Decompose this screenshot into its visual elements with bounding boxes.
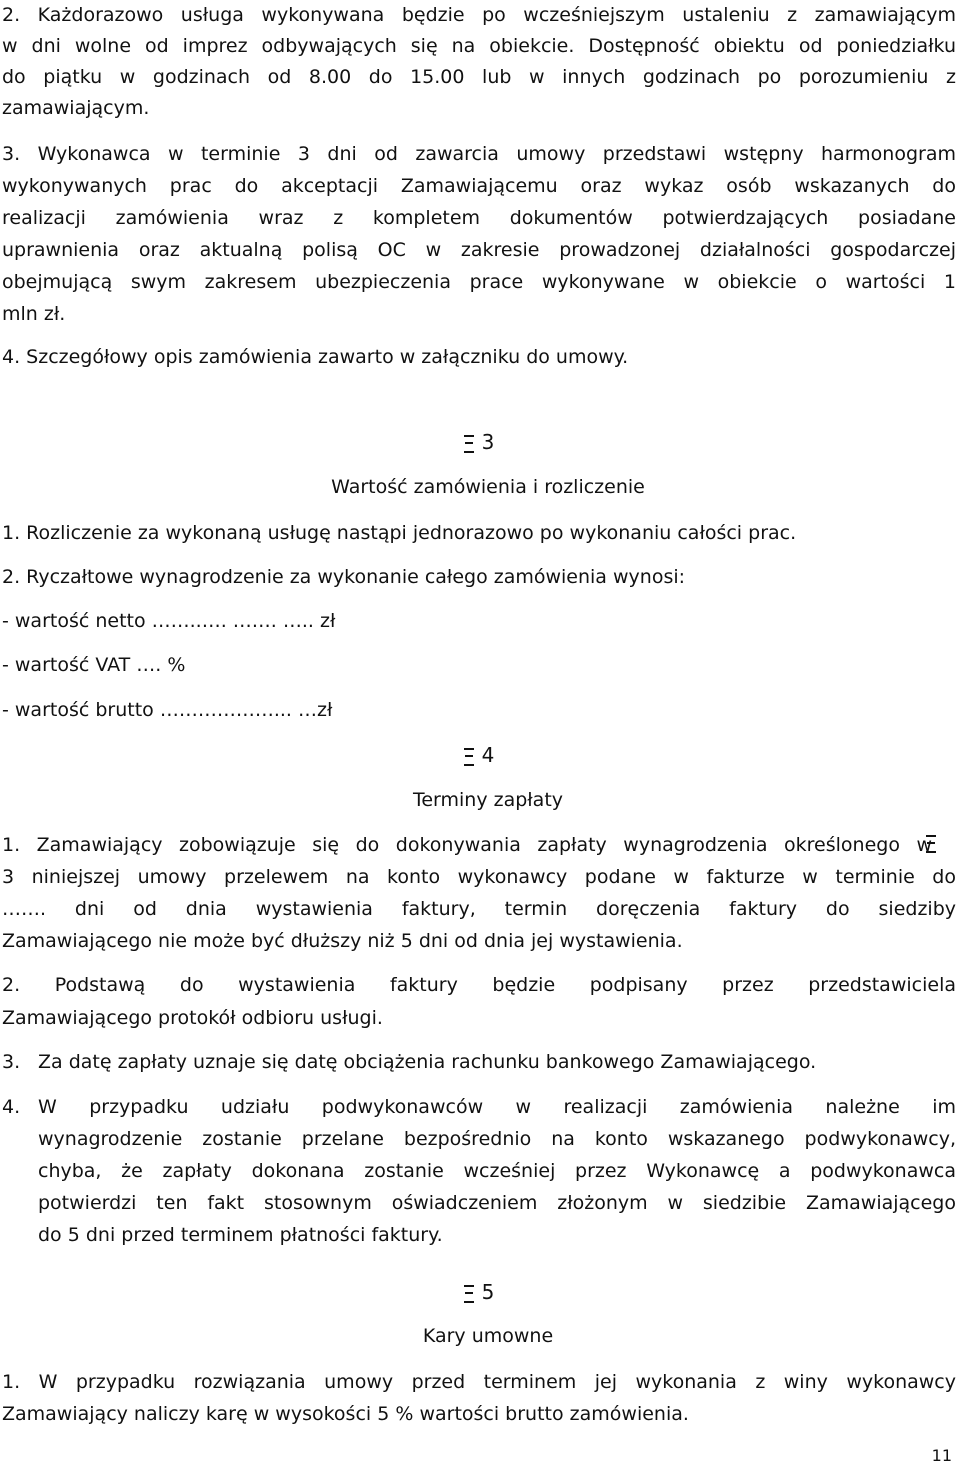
paragraph-line: 2. Podstawą do wystawienia faktury będzie podpisany przez przedstawiciela xyxy=(2,974,956,996)
paragraph-line: 1. Zamawiający zobowiązuje się do dokonywania zapłaty wynagrodzenia określonego w xyxy=(2,834,932,856)
paragraph-line: Zamawiający naliczy karę w wysokości 5 % wartości brutto zamówienia. xyxy=(2,1403,689,1425)
paragraph-line: 2. Każdorazowo usługa wykonywana będzie po wcześniejszym ustaleniu z zamawiającym xyxy=(2,4,956,26)
paragraph-line: potwierdzi ten fakt stosownym oświadczeniem złożonym w siedzibie Zamawiającego xyxy=(38,1192,956,1214)
list-number: 3. xyxy=(2,1051,21,1073)
paragraph-line: 3. Wykonawca w terminie 3 dni od zawarcia umowy przedstawi wstępny harmonogram xyxy=(2,143,956,165)
paragraph-line: realizacji zamówienia wraz z kompletem dokumentów potwierdzających posiadane xyxy=(2,207,956,229)
paragraph-line: 3 niniejszej umowy przelewem na konto wykonawcy podane w fakturze w terminie do xyxy=(2,866,956,888)
paragraph-line: 4. Szczegółowy opis zamówienia zawarto w załączniku do umowy. xyxy=(2,346,629,368)
paragraph-line: Zamawiającego nie może być dłuższy niż 5 dni od dnia jej wystawienia. xyxy=(2,930,683,952)
netto-value-line: - wartość netto ……..…. ……. ….. zł xyxy=(2,610,336,632)
section-3-title: Wartość zamówienia i rozliczenie xyxy=(331,476,645,498)
paragraph-line: mln zł. xyxy=(2,303,66,325)
section-3-number xyxy=(0,427,960,457)
paragraph-line: 1. W przypadku rozwiązania umowy przed terminem jej wykonania z winy wykonawcy xyxy=(2,1371,956,1393)
paragraph-line: w dni wolne od imprez odbywających się na obiekcie. Dostępność obiektu od poniedziałku xyxy=(2,35,956,57)
paragraph-line: 2. Ryczałtowe wynagrodzenie za wykonanie całego zamówienia wynosi: xyxy=(2,566,686,588)
section-5-title: Kary umowne xyxy=(422,1325,554,1347)
section-4-number xyxy=(0,740,960,770)
section-sign-icon: 5 xyxy=(481,1280,495,1304)
paragraph-line: ……. dni od dnia wystawienia faktury, termin doręczenia faktury do siedziby xyxy=(2,898,956,920)
paragraph-line: chyba, że zapłaty dokonana zostanie wcześniej przez Wykonawcę a podwykonawca xyxy=(38,1160,956,1182)
section-sign-icon: 3 xyxy=(481,430,495,454)
brutto-value-line: - wartość brutto ………………... …zł xyxy=(2,699,333,721)
paragraph-line xyxy=(2,1047,956,1077)
paragraph-line: wykonywanych prac do akceptacji Zamawiającemu oraz wykaz osób wskazanych do xyxy=(2,175,956,197)
paragraph-line: Zamawiającego protokół odbioru usługi. xyxy=(2,1007,383,1029)
section-4-title: Terminy zapłaty xyxy=(412,789,564,811)
paragraph-line: do 5 dni przed terminem płatności faktury. xyxy=(38,1224,443,1246)
section-sign-icon: 4 xyxy=(481,743,495,767)
paragraph-line: 1. Rozliczenie za wykonaną usługę nastąpi jednorazowo po wykonaniu całości prac. xyxy=(2,522,797,544)
list-text: Za datę zapłaty uznaje się datę obciążenia rachunku bankowego Zamawiającego. xyxy=(38,1051,817,1073)
list-number: 4. xyxy=(2,1096,21,1118)
section-5-number xyxy=(0,1277,960,1307)
paragraph-line: uprawnienia oraz aktualną polisą OC w zakresie prowadzonej działalności gospodarczej xyxy=(2,239,956,261)
paragraph-line: do piątku w godzinach od 8.00 do 15.00 lub w innych godzinach po porozumieniu z xyxy=(2,66,956,88)
paragraph-line: wynagrodzenie zostanie przelane bezpośrednio na konto wskazanego podwykonawcy, xyxy=(38,1128,956,1150)
paragraph-line: obejmującą swym zakresem ubezpieczenia prace wykonywane w obiekcie o wartości 1 xyxy=(2,271,956,293)
vat-value-line: - wartość VAT …. % xyxy=(2,654,186,676)
paragraph-line: zamawiającym. xyxy=(2,97,150,119)
page-number: 11 xyxy=(931,1446,952,1465)
paragraph-line: W przypadku udziału podwykonawców w realizacji zamówienia należne im xyxy=(38,1096,956,1118)
